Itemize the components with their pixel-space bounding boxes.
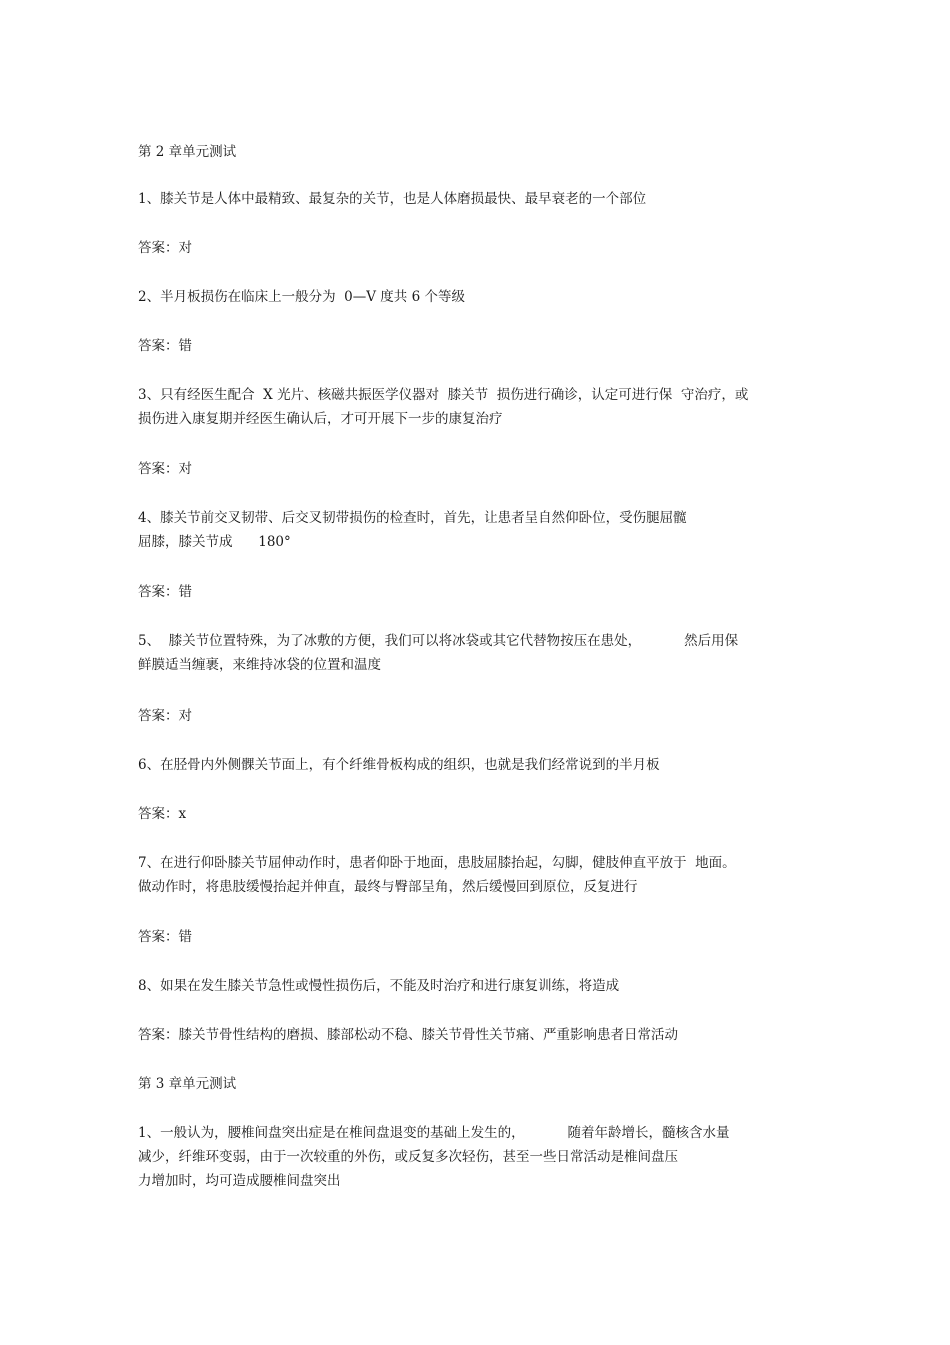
chapter-heading: 第 2 章单元测试	[138, 144, 237, 160]
question-item: 3、只有经医生配合 X 光片、核磁共振医学仪器对 膝关节 损伤进行确诊，认定可进行保 守治疗，或 损伤进入康复期并经医生确认后，才可开展下一步的康复治疗	[138, 387, 749, 427]
question-item: 1、膝关节是人体中最精致、最复杂的关节，也是人体磨损最快、最早衰老的一个部位	[138, 191, 647, 207]
answer-text: 答案：膝关节骨性结构的磨损、膝部松动不稳、膝关节骨性关节痛、严重影响患者日常活动	[138, 1027, 678, 1043]
question-item: 1、一般认为，腰椎间盘突出症是在椎间盘退变的基础上发生的， 随着年龄增长，髓核含水量 减少，纤维环变弱，由于一次较重的外伤，或反复多次轻伤，甚至一些日常活动是椎间盘压 力增加时，均可造成腰椎间盘突出	[138, 1125, 730, 1189]
question-item: 8、如果在发生膝关节急性或慢性损伤后，不能及时治疗和进行康复训练，将造成	[138, 978, 620, 994]
answer-text: 答案：错	[138, 584, 192, 600]
question-item: 2、半月板损伤在临床上一般分为 0—V 度共 6 个等级	[138, 289, 465, 305]
question-item: 5、 膝关节位置特殊，为了冰敷的方便，我们可以将冰袋或其它代替物按压在患处， 然后用保 鲜膜适当缠裹，来维持冰袋的位置和温度	[138, 633, 739, 673]
answer-text: 答案：对	[138, 461, 192, 477]
answer-text: 答案：x	[138, 806, 187, 822]
answer-text: 答案：对	[138, 240, 192, 256]
answer-text: 答案：错	[138, 338, 192, 354]
question-item: 6、在胫骨内外侧髁关节面上，有个纤维骨板构成的组织，也就是我们经常说到的半月板	[138, 757, 660, 773]
question-item: 4、膝关节前交叉韧带、后交叉韧带损伤的检查时，首先，让患者呈自然仰卧位，受伤腿屈髋 屈膝，膝关节成 180°	[138, 510, 687, 550]
chapter-heading: 第 3 章单元测试	[138, 1076, 237, 1092]
question-item: 7、在进行仰卧膝关节屈伸动作时，患者仰卧于地面，患肢屈膝抬起，勾脚，健肢伸直平放于 地面。 做动作时，将患肢缓慢抬起并伸直，最终与臀部呈角，然后缓慢回到原位，反复进行	[138, 855, 736, 895]
answer-text: 答案：错	[138, 929, 192, 945]
answer-text: 答案：对	[138, 708, 192, 724]
